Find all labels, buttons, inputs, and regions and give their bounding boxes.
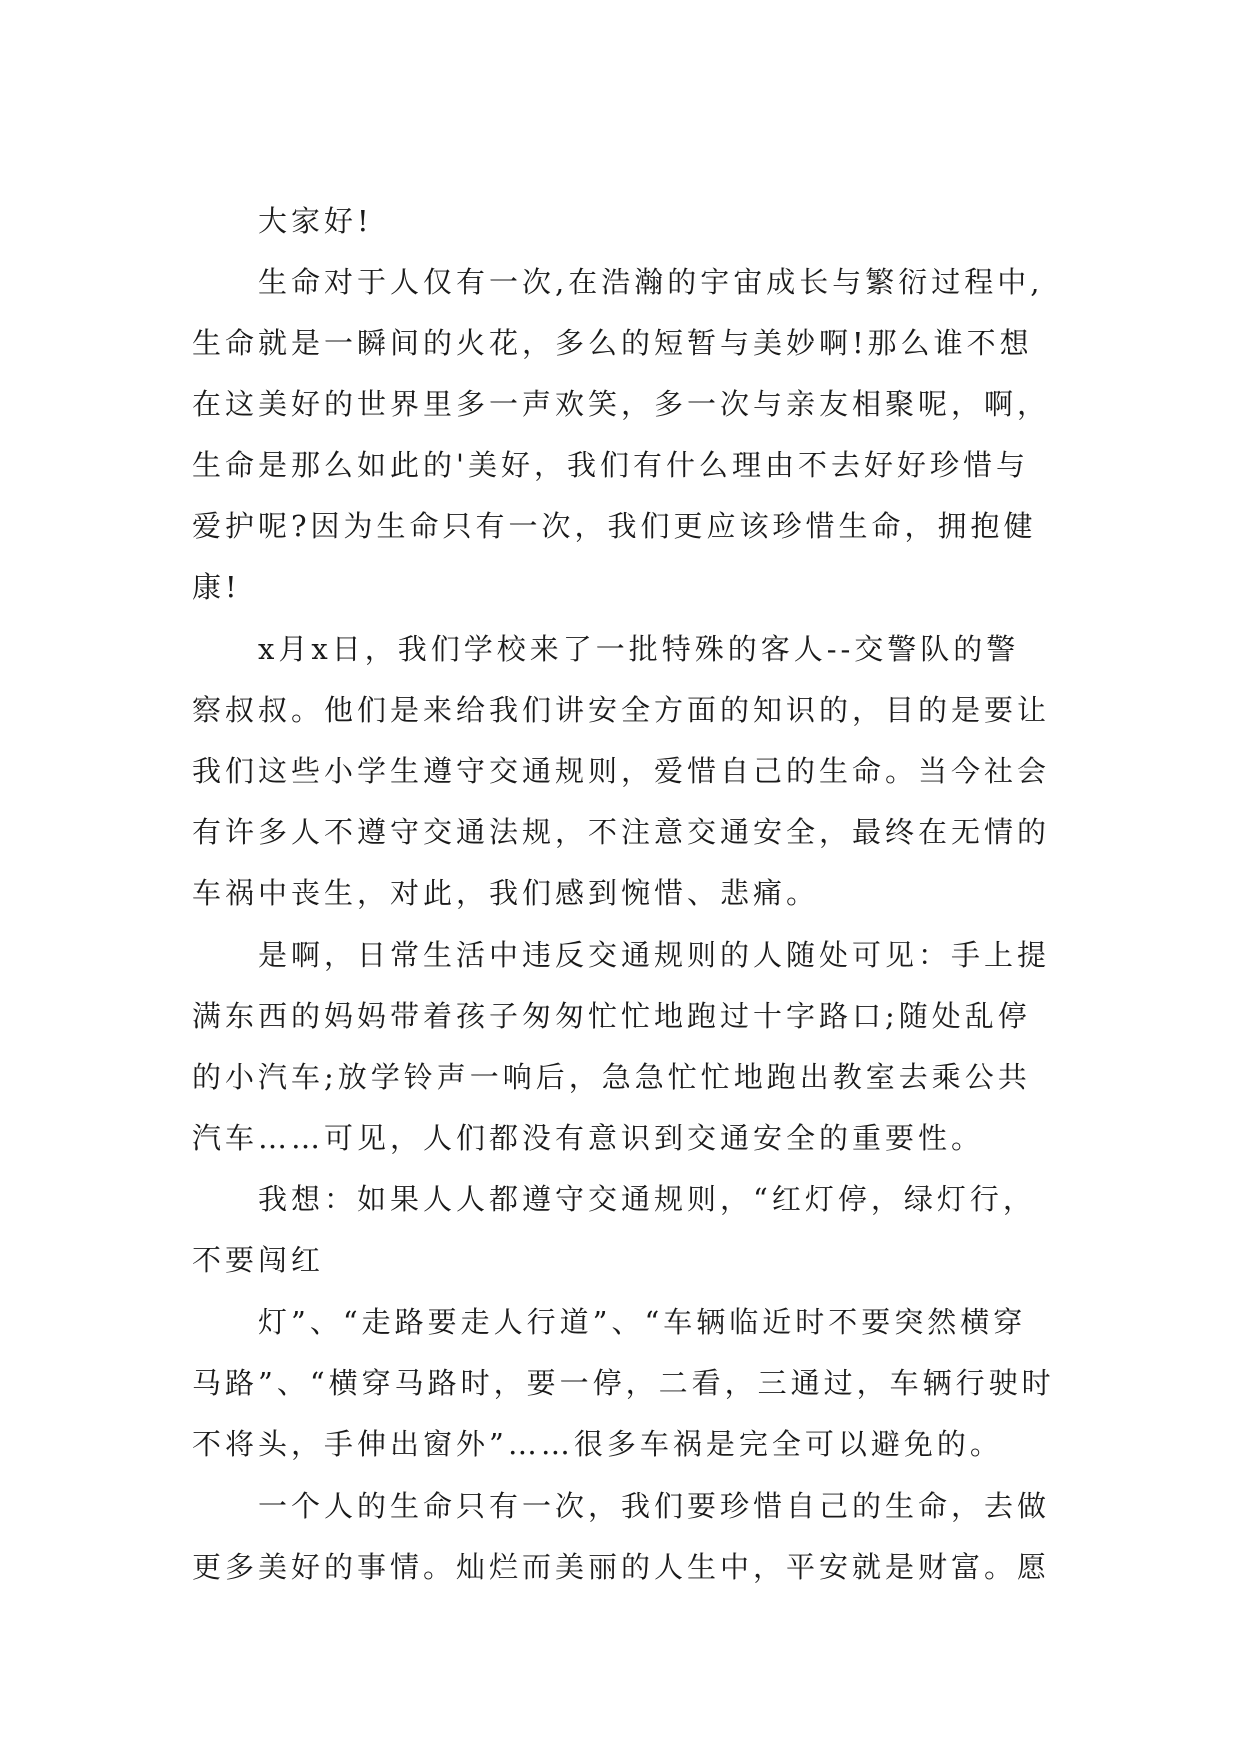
paragraph-1-line-5: 爱护呢?因为生命只有一次，我们更应该珍惜生命，拥抱健 — [192, 509, 1037, 543]
paragraph-6-line-1: 一个人的生命只有一次，我们要珍惜自己的生命，去做 — [258, 1489, 1051, 1523]
paragraph-1-line-6: 康! — [192, 570, 241, 604]
paragraph-5-line-3: 不将头，手伸出窗外”……很多车祸是完全可以避免的。 — [192, 1427, 1003, 1461]
paragraph-3-line-1: 是啊，日常生活中违反交通规则的人随处可见：手上提 — [258, 938, 1051, 972]
paragraph-5-line-1: 灯”、“走路要走人行道”、“车辆临近时不要突然横穿 — [258, 1305, 1027, 1339]
paragraph-1-line-4: 生命是那么如此的'美好，我们有什么理由不去好好珍惜与 — [192, 448, 1029, 482]
paragraph-2-line-5: 车祸中丧生，对此，我们感到惋惜、悲痛。 — [192, 876, 820, 910]
paragraph-2-line-4: 有许多人不遵守交通法规，不注意交通安全，最终在无情的 — [192, 815, 1051, 849]
paragraph-1-line-3: 在这美好的世界里多一声欢笑，多一次与亲友相聚呢，啊， — [192, 387, 1051, 421]
paragraph-1-line-1: 生命对于人仅有一次,在浩瀚的宇宙成长与繁衍过程中, — [258, 265, 1044, 299]
paragraph-4-line-2: 不要闯红 — [192, 1243, 325, 1277]
paragraph-1-line-2: 生命就是一瞬间的火花，多么的短暂与美妙啊!那么谁不想 — [192, 326, 1033, 360]
paragraph-3-line-2: 满东西的妈妈带着孩子匆匆忙忙地跑过十字路口;随处乱停 — [192, 999, 1031, 1033]
paragraph-2-line-2: 察叔叔。他们是来给我们讲安全方面的知识的，目的是要让 — [192, 693, 1051, 727]
paragraph-5-line-2: 马路”、“横穿马路时，要一停，二看，三通过，车辆行驶时 — [192, 1366, 1055, 1400]
paragraph-2-line-1: x月x日，我们学校来了一批特殊的客人--交警队的警 — [258, 632, 1020, 666]
paragraph-6-line-2: 更多美好的事情。灿烂而美丽的人生中，平安就是财富。愿 — [192, 1550, 1051, 1584]
paragraph-4-line-1: 我想：如果人人都遵守交通规则，“红灯停，绿灯行， — [258, 1182, 1036, 1216]
paragraph-3-line-4: 汽车……可见，人们都没有意识到交通安全的重要性。 — [192, 1121, 985, 1155]
paragraph-3-line-3: 的小汽车;放学铃声一响后，急急忙忙地跑出教室去乘公共 — [192, 1060, 1031, 1094]
greeting-line: 大家好! — [258, 204, 373, 238]
paragraph-2-line-3: 我们这些小学生遵守交通规则，爱惜自己的生命。当今社会 — [192, 754, 1051, 788]
